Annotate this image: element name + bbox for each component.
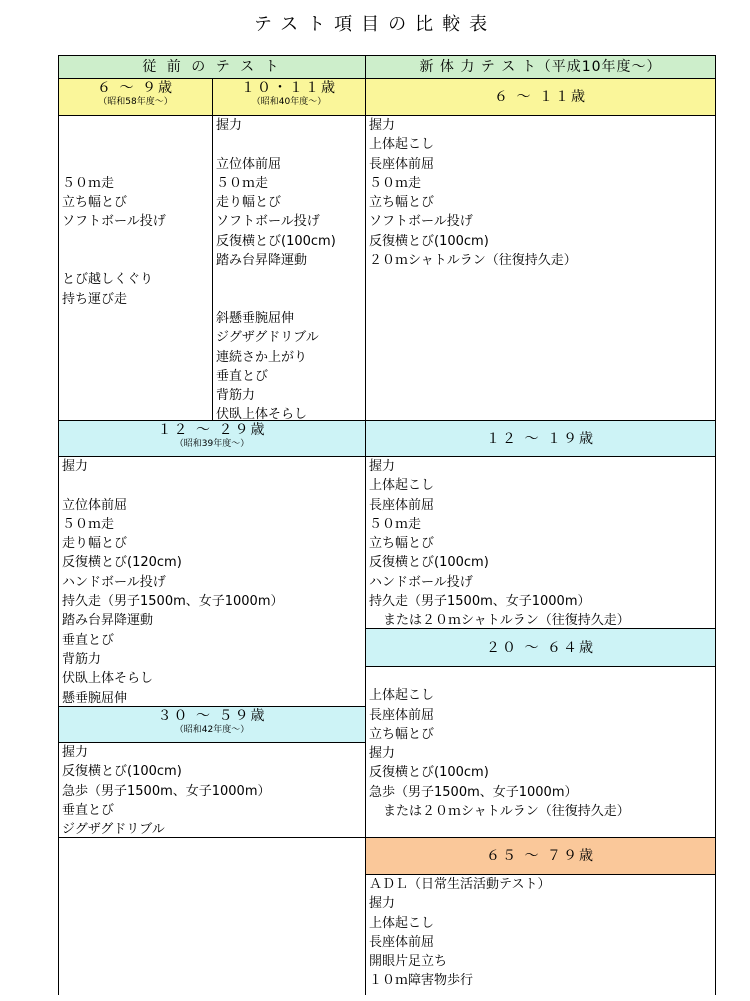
new-20-64-list xyxy=(365,666,716,838)
new-65-79-list xyxy=(365,874,716,995)
list-item xyxy=(216,270,365,289)
list-item: 急歩（男子1500m、女子1000m） xyxy=(62,783,271,799)
old-30-59-header xyxy=(58,706,366,743)
list-item xyxy=(216,135,365,154)
new-20-64-header: ２０ 〜 ６４歳 xyxy=(365,628,716,667)
list-item: または２０ｍシャトルラン（往復持久走） xyxy=(383,613,630,629)
list-item: 走り幅とび xyxy=(216,195,282,211)
list-item: 上体起こし xyxy=(369,688,435,704)
old-12-29-list xyxy=(58,456,366,707)
list-item: 背筋力 xyxy=(62,651,102,667)
list-item: １０ｍ障害物歩行 xyxy=(369,973,474,989)
list-item: 反復横とび(100cm) xyxy=(369,765,489,781)
list-item: または２０ｍシャトルラン（往復持久走） xyxy=(383,804,630,820)
old-12-29-header xyxy=(58,420,366,457)
list-item xyxy=(62,476,365,495)
list-item: 連続さか上がり xyxy=(216,349,308,365)
list-item: 垂直とび xyxy=(216,368,269,384)
list-item: 走り幅とび xyxy=(62,536,128,552)
old-10-11-list xyxy=(212,115,366,421)
comparison-table xyxy=(58,55,716,995)
list-item: 立位体前屈 xyxy=(62,497,128,513)
new-6-11-header: ６ 〜 １１歳 xyxy=(365,78,716,116)
list-item: 長座体前屈 xyxy=(369,934,435,950)
list-item xyxy=(369,667,715,686)
list-item xyxy=(62,251,212,270)
list-item: ハンドボール投げ xyxy=(369,574,473,590)
list-item: 反復横とび(120cm) xyxy=(62,555,182,571)
age-label: ３０ 〜 ５９歳 xyxy=(157,708,267,724)
since-label: （昭和42年度〜） xyxy=(174,725,250,735)
list-item: 持ち運び走 xyxy=(62,291,128,307)
list-item: 立ち幅とび xyxy=(369,536,435,552)
list-item: 急歩（男子1500m、女子1000m） xyxy=(369,784,578,800)
list-item: 握力 xyxy=(369,896,396,912)
old-6-9-list xyxy=(58,115,213,421)
list-item: 握力 xyxy=(62,745,89,760)
list-item: ５０ｍ走 xyxy=(216,175,269,191)
list-item: ５０ｍ走 xyxy=(62,175,115,191)
list-item: 立ち幅とび xyxy=(62,195,128,211)
since-label: （昭和58年度〜） xyxy=(98,97,173,107)
list-item: 上体起こし xyxy=(369,137,435,153)
list-item: 伏臥上体そらし xyxy=(216,407,308,421)
new-6-11-list xyxy=(365,115,716,421)
list-item: 長座体前屈 xyxy=(369,707,435,723)
list-item: 上体起こし xyxy=(369,478,435,494)
list-item: 斜懸垂腕屈伸 xyxy=(216,310,295,326)
list-item: ５０ｍ走 xyxy=(62,516,115,532)
list-item: 垂直とび xyxy=(62,632,115,648)
list-item: 踏み台昇降運動 xyxy=(62,613,154,629)
list-item: ５０ｍ走 xyxy=(369,175,422,191)
list-item: 握力 xyxy=(369,118,396,133)
list-item: 反復横とび(100cm) xyxy=(62,764,182,780)
list-item: ジグザグドリブル xyxy=(62,822,165,838)
new-65-79-header: ６５ 〜 ７９歳 xyxy=(365,837,716,875)
list-item xyxy=(62,232,212,251)
since-label: （昭和39年度〜） xyxy=(174,439,250,449)
list-item: 伏臥上体そらし xyxy=(62,671,154,687)
list-item: 長座体前屈 xyxy=(369,497,435,513)
list-item xyxy=(62,135,212,154)
new-tests-header: 新 体 力 テ ス ト（平成10年度〜） xyxy=(365,55,716,79)
list-item: ２０ｍシャトルラン（往復持久走） xyxy=(369,253,577,269)
page-title: テスト項目の比較表 xyxy=(253,14,497,35)
list-item: 背筋力 xyxy=(216,388,256,404)
list-item: 握力 xyxy=(62,459,89,474)
list-item: ハンドボール投げ xyxy=(62,574,166,590)
list-item: 握力 xyxy=(369,459,396,474)
list-item: とび越しくぐり xyxy=(62,272,154,288)
empty-cell xyxy=(58,837,366,995)
list-item: ジグザグドリブル xyxy=(216,330,319,346)
list-item: 握力 xyxy=(369,746,396,762)
list-item: 上体起こし xyxy=(369,915,435,931)
list-item: ＡＤＬ（日常生活活動テスト） xyxy=(369,877,551,892)
list-item: 反復横とび(100cm) xyxy=(369,555,489,571)
list-item: ５０ｍ走 xyxy=(369,516,422,532)
list-item: 立ち幅とび xyxy=(369,726,435,742)
list-item: 踏み台昇降運動 xyxy=(216,253,308,269)
list-item: 立位体前屈 xyxy=(216,156,282,172)
list-item: 反復横とび(100cm) xyxy=(369,233,489,249)
list-item xyxy=(62,116,212,135)
list-item xyxy=(216,290,365,309)
old-6-9-header xyxy=(58,78,213,116)
old-30-59-list xyxy=(58,742,366,838)
list-item: 長座体前屈 xyxy=(369,156,435,172)
list-item: 立ち幅とび xyxy=(369,195,435,211)
list-item: 持久走（男子1500m、女子1000m） xyxy=(369,594,591,610)
list-item: ソフトボール投げ xyxy=(62,214,166,230)
list-item xyxy=(62,155,212,174)
list-item: 反復横とび(100cm) xyxy=(216,233,336,249)
old-tests-header: 従 前 の テ ス ト xyxy=(58,55,366,79)
old-10-11-header xyxy=(212,78,366,116)
list-item: ソフトボール投げ xyxy=(216,214,320,230)
list-item: ソフトボール投げ xyxy=(369,214,473,230)
list-item: 開眼片足立ち xyxy=(369,954,448,970)
new-12-19-header: １２ 〜 １９歳 xyxy=(365,420,716,457)
age-label: １０・１１歳 xyxy=(241,80,337,96)
new-12-19-list xyxy=(365,456,716,629)
list-item: 持久走（男子1500m、女子1000m） xyxy=(62,594,284,610)
list-item: 握力 xyxy=(216,118,243,133)
list-item: 垂直とび xyxy=(62,802,115,818)
since-label: （昭和40年度〜） xyxy=(251,97,327,107)
age-label: ６ 〜 ９歳 xyxy=(97,80,174,96)
age-label: １２ 〜 ２９歳 xyxy=(157,422,267,438)
list-item: 懸垂腕屈伸 xyxy=(62,690,128,706)
